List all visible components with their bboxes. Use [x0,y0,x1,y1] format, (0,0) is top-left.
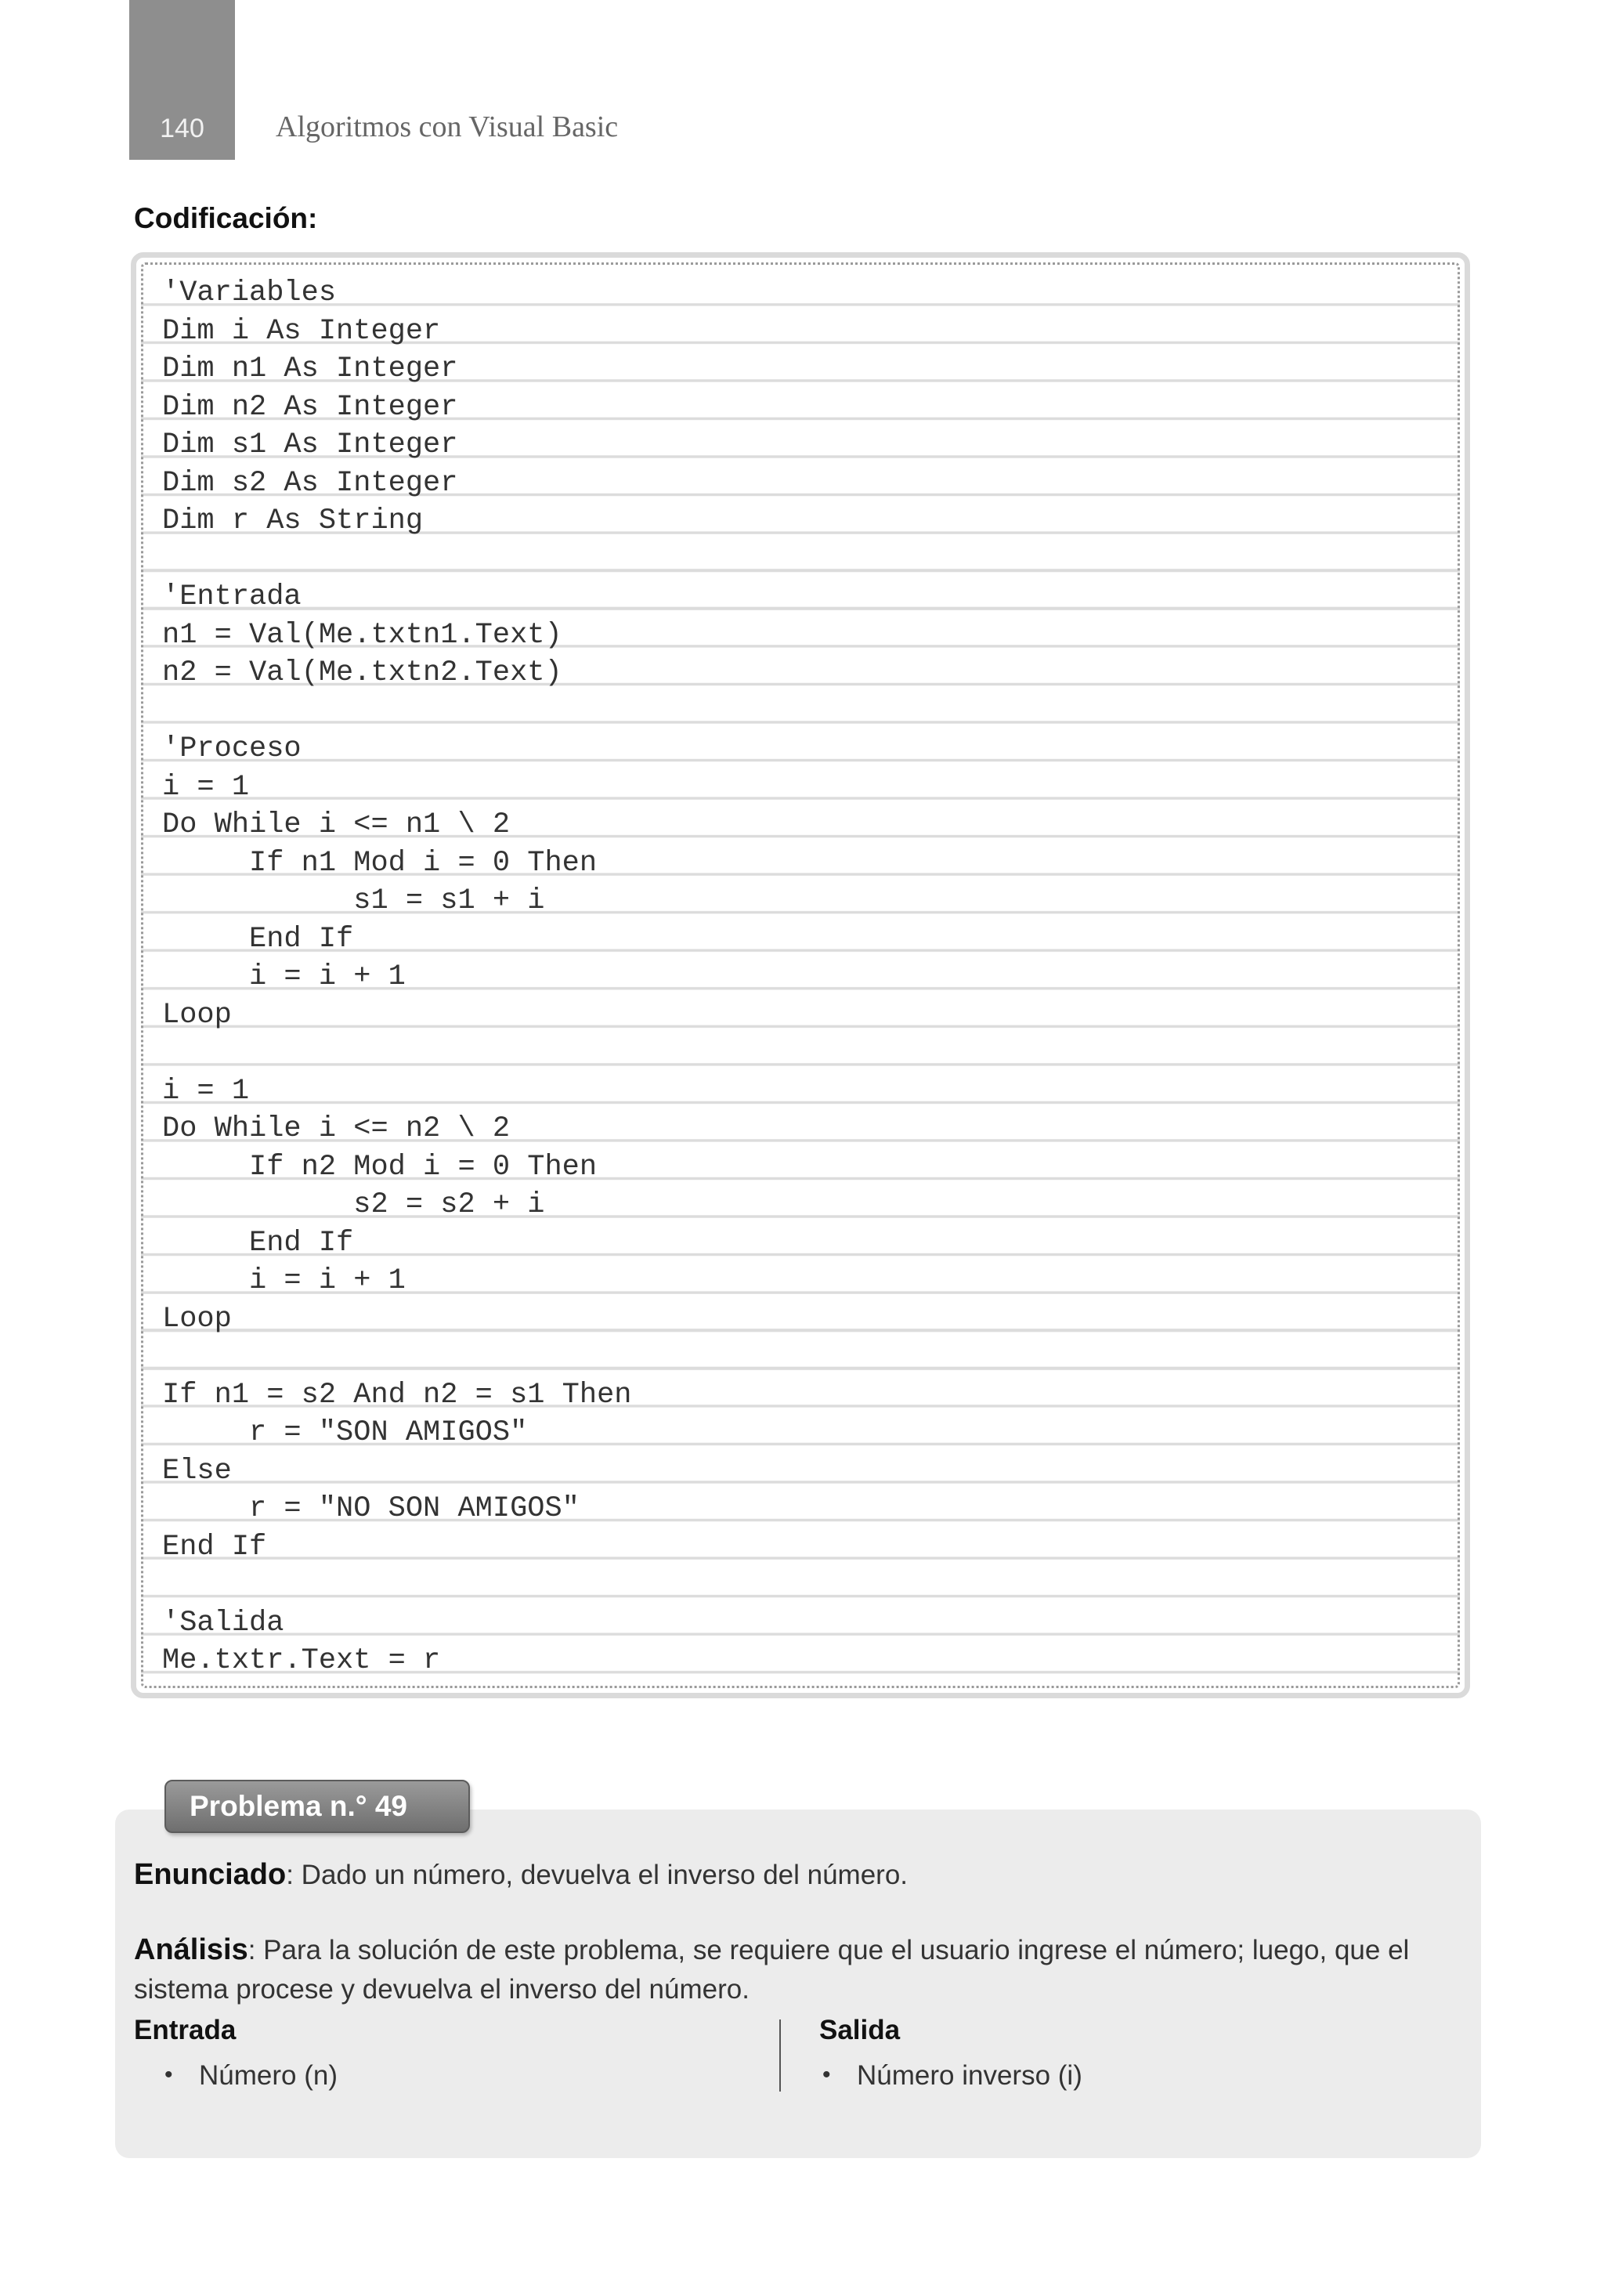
code-line: Loop [162,1302,232,1336]
code-line: Do While i <= n2 \ 2 [162,1112,511,1145]
running-title: Algoritmos con Visual Basic [276,110,619,143]
code-line: Dim s2 As Integer [162,466,458,500]
problem-label: Problema n.° 49 [164,1780,470,1833]
code-listing-box [131,252,1470,1698]
code-line: End If [162,1530,267,1564]
code-line: r = "SON AMIGOS" [162,1416,528,1449]
code-listing-area [141,262,1460,1688]
input-item-text: Número (n) [199,2060,338,2091]
section-heading: Codificación: [134,202,318,234]
code-line: 'Proceso [162,732,302,765]
code-line: s1 = s1 + i [162,884,545,917]
code-line: End If [162,922,354,956]
code-lines [162,274,632,1680]
code-line: If n1 = s2 And n2 = s1 Then [162,1378,632,1412]
code-line: Do While i <= n1 \ 2 [162,808,511,841]
code-line: Dim r As String [162,504,424,537]
code-line: If n2 Mod i = 0 Then [162,1150,598,1184]
code-line [162,1034,632,1072]
statement-label: Enunciado [134,1858,287,1891]
column-divider [779,2019,781,2092]
code-line: Else [162,1454,232,1488]
output-item-text: Número inverso (i) [857,2060,1082,2091]
page-number: 140 [160,114,204,143]
code-line: 'Salida [162,1606,284,1640]
code-line: s2 = s2 + i [162,1188,545,1221]
code-line: i = i + 1 [162,1264,406,1297]
code-line: End If [162,1226,354,1260]
code-line: Dim i As Integer [162,314,441,348]
code-line: Me.txtr.Text = r [162,1644,441,1677]
problem-statement [134,1855,1481,1895]
code-line: i = i + 1 [162,960,406,993]
code-line [162,1338,632,1376]
code-line: Loop [162,998,232,1032]
statement-text: : Dado un número, devuelva el inverso del número. [286,1860,909,1890]
bullet-icon: • [822,2062,831,2088]
problem-analysis [134,1930,1481,2009]
output-heading: Salida [819,2015,901,2045]
output-item [822,2060,1082,2092]
code-line [162,1566,632,1604]
input-heading: Entrada [134,2015,237,2045]
code-line: i = 1 [162,770,250,804]
code-line [162,541,632,579]
code-line: If n1 Mod i = 0 Then [162,846,598,880]
code-line: Dim s1 As Integer [162,428,458,461]
analysis-text: : Para la solución de este problema, se requiere que el usuario ingrese el número; luego, que el sistema procese y devuelva el inverso del número. [134,1935,1410,2005]
code-line: 'Variables [162,277,337,309]
code-line: Dim n1 As Integer [162,353,458,385]
code-line: n1 = Val(Me.txtn1.Text) [162,618,562,652]
code-line [162,692,632,731]
bullet-icon: • [164,2062,173,2088]
code-line: Dim n2 As Integer [162,390,458,424]
code-line: r = "NO SON AMIGOS" [162,1492,580,1525]
analysis-label: Análisis [134,1933,248,1966]
code-line: 'Entrada [162,580,302,613]
code-line: i = 1 [162,1074,250,1108]
input-item [164,2060,338,2092]
code-line: n2 = Val(Me.txtn2.Text) [162,656,562,689]
